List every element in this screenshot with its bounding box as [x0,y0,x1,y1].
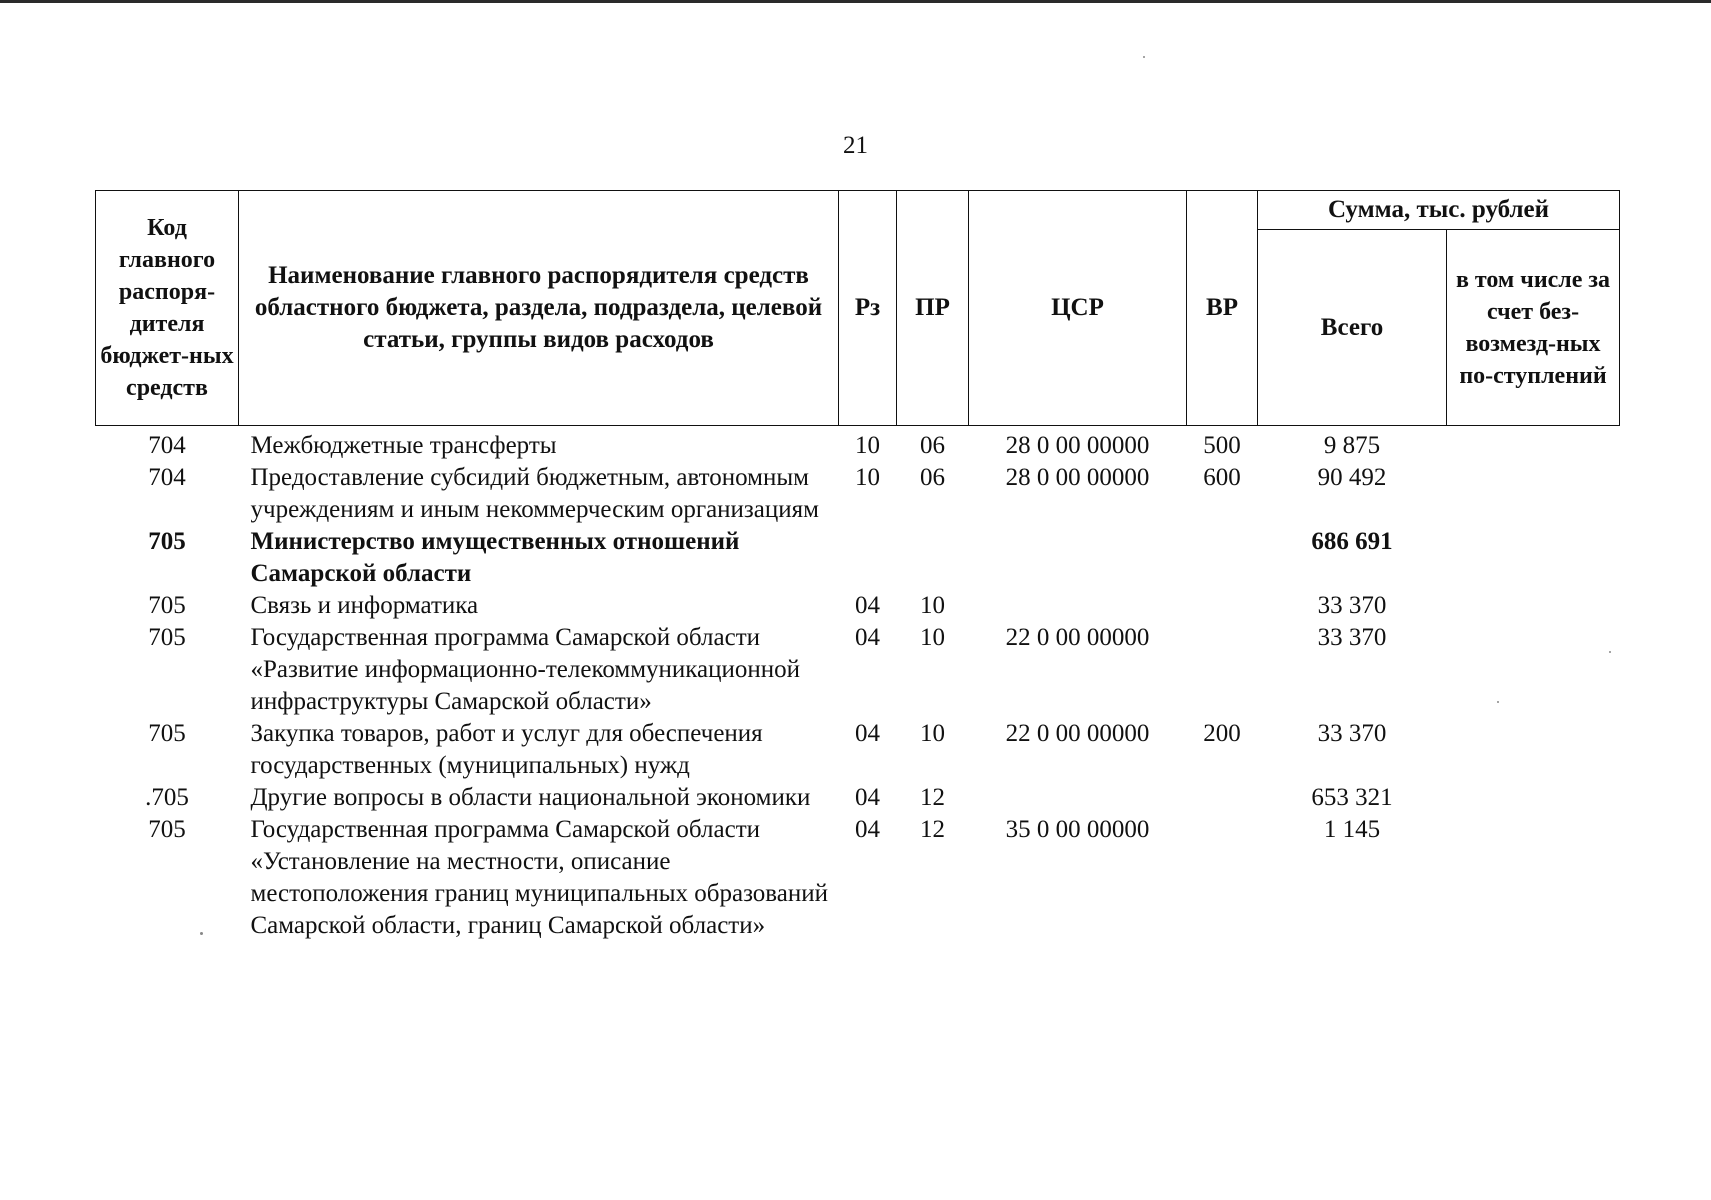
cell-total: 686 691 [1311,528,1393,555]
table-header [96,191,1620,426]
page-number: 21 [843,132,868,159]
cell-code: 704 [148,464,186,491]
cell-code: 705 [148,816,186,843]
cell-rz: 04 [855,816,880,843]
cell-name: Министерство имущественных отношений Самарской области [250,528,740,587]
cell-name: Межбюджетные трансферты [250,432,557,459]
table-row [96,426,1620,463]
cell-incl [1447,590,1620,622]
cell-total: 33 370 [1317,624,1387,651]
cell-rz: 04 [855,624,880,651]
header-vr: ВР [1187,191,1258,426]
cell-pr: 12 [920,816,945,843]
header-csr: ЦСР [969,191,1187,426]
cell-vr: 500 [1203,432,1241,459]
cell-vr [1187,622,1258,718]
cell-incl [1447,426,1620,463]
cell-incl [1447,622,1620,718]
cell-vr [1187,526,1258,590]
scan-speck [1497,701,1499,703]
cell-name: Государственная программа Самарской области «Установление на местности, описание местоположения границ муниципальных образований Самарской области, границ Самарской области» [250,816,829,939]
cell-csr [969,782,1187,814]
cell-csr: 28 0 00 00000 [1005,432,1150,459]
cell-total: 33 370 [1317,720,1387,747]
scan-speck [200,932,203,935]
cell-csr: 22 0 00 00000 [1005,624,1150,651]
cell-name: Другие вопросы в области национальной экономики [250,784,811,811]
cell-total: 653 321 [1311,784,1393,811]
cell-incl [1447,814,1620,942]
header-rz: Рз [839,191,897,426]
cell-code: 704 [148,432,186,459]
table-row [96,462,1620,526]
scan-speck [1609,651,1611,653]
header-name: Наименование главного распорядителя средств областного бюджета, раздела, подраздела, целевой статьи, группы видов расходов [239,191,839,426]
header-pr: ПР [897,191,969,426]
cell-rz: 04 [855,720,880,747]
cell-code: 705 [148,592,186,619]
header-sum-group: Сумма, тыс. рублей [1258,191,1620,230]
cell-vr [1187,814,1258,942]
table-row [96,782,1620,814]
cell-code: .705 [145,784,189,811]
table-row [96,590,1620,622]
cell-pr: 12 [920,784,945,811]
cell-csr: 22 0 00 00000 [1005,720,1150,747]
cell-pr: 10 [920,624,945,651]
cell-csr: 35 0 00 00000 [1005,816,1150,843]
cell-vr [1187,590,1258,622]
cell-rz: 04 [855,784,880,811]
cell-code: 705 [148,720,186,747]
cell-incl [1447,462,1620,526]
cell-code: 705 [148,624,186,651]
cell-vr: 600 [1203,464,1241,491]
table-row [96,622,1620,718]
table-row [96,718,1620,782]
cell-total: 90 492 [1317,464,1387,491]
cell-vr: 200 [1203,720,1241,747]
scan-speck [1143,56,1145,58]
cell-pr: 06 [920,432,945,459]
cell-pr: 10 [920,592,945,619]
cell-name: Предоставление субсидий бюджетным, автономным учреждениям и иным некоммерческим организациям [250,464,819,523]
cell-pr [897,526,969,590]
cell-rz: 10 [855,432,880,459]
cell-code: 705 [148,528,186,555]
cell-name: Связь и информатика [250,592,479,619]
cell-rz: 10 [855,464,880,491]
cell-total: 1 145 [1323,816,1381,843]
header-code: Код главного распоря-дителя бюджет-ных средств [96,191,239,426]
table-row [96,526,1620,590]
table-body [96,426,1620,943]
header-including-grants: в том числе за счет без-возмезд-ных по-ступлений [1447,230,1620,426]
cell-vr [1187,782,1258,814]
cell-total: 9 875 [1323,432,1381,459]
cell-incl [1447,782,1620,814]
cell-rz [839,526,897,590]
cell-rz: 04 [855,592,880,619]
cell-incl [1447,718,1620,782]
cell-pr: 06 [920,464,945,491]
budget-allocation-table [95,190,1620,942]
page-top-edge-line [0,0,1711,3]
table-row [96,814,1620,942]
cell-csr [969,590,1187,622]
cell-total: 33 370 [1317,592,1387,619]
cell-name: Закупка товаров, работ и услуг для обеспечения государственных (муниципальных) нужд [250,720,763,779]
cell-incl [1447,526,1620,590]
header-total: Всего [1258,230,1447,426]
cell-name: Государственная программа Самарской области «Развитие информационно-телекоммуникационной инфраструктуры Самарской области» [250,624,801,715]
cell-pr: 10 [920,720,945,747]
cell-csr [969,526,1187,590]
cell-csr: 28 0 00 00000 [1005,464,1150,491]
